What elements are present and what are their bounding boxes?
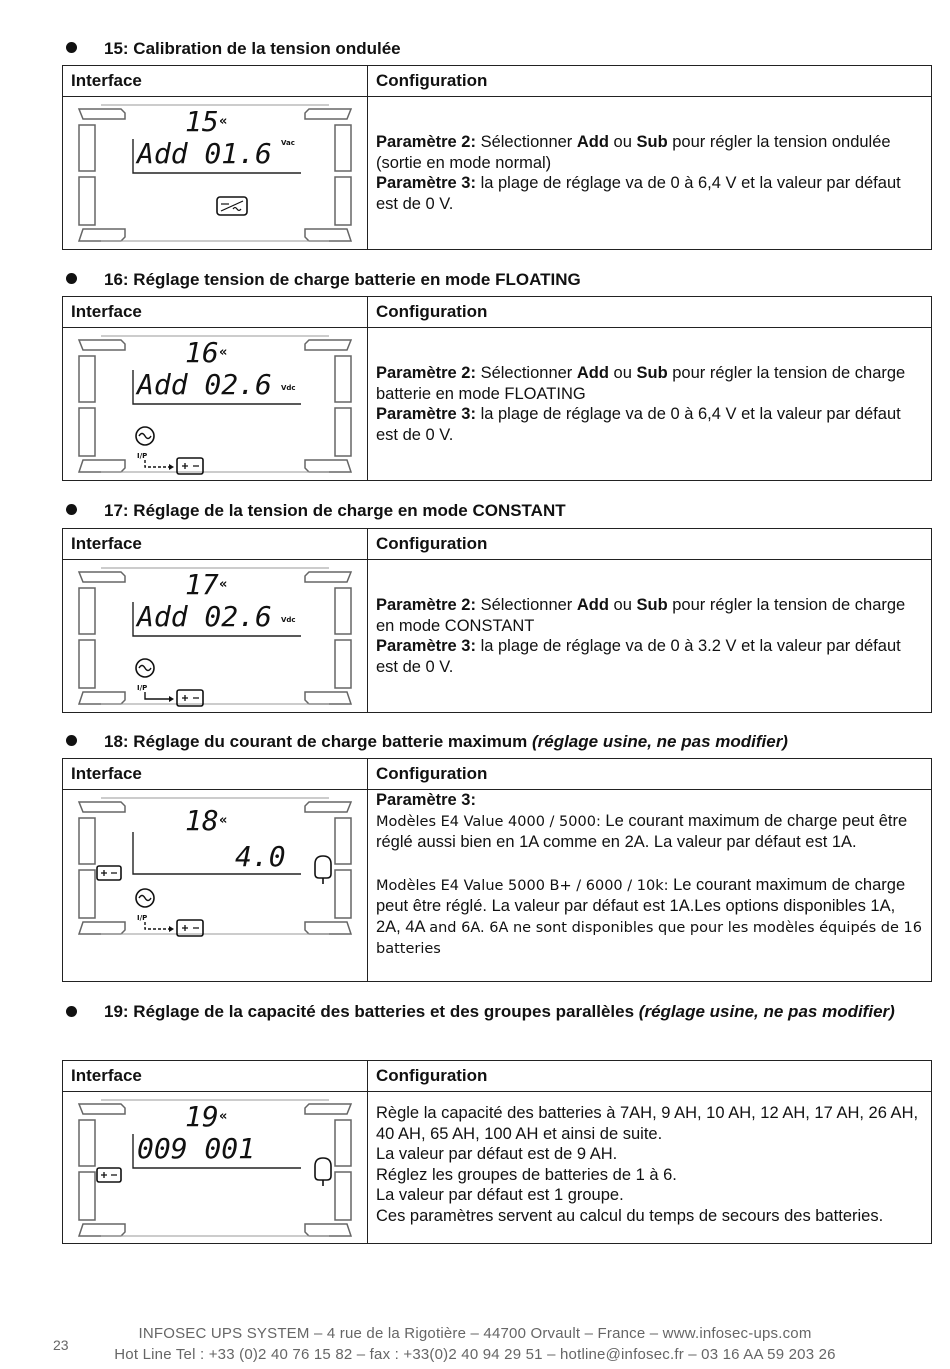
- ac-input-icon: [136, 427, 154, 445]
- lcd-display: [73, 564, 357, 708]
- bullet: [66, 1006, 77, 1017]
- section-17: [62, 500, 932, 712]
- ac-input-icon: [136, 889, 154, 907]
- load-icon: [315, 1158, 331, 1186]
- header-configuration: Configuration: [376, 764, 488, 783]
- section-title: 16: Réglage tension de charge batterie en mode FLOATING: [104, 270, 581, 289]
- ac-input-icon: [136, 659, 154, 677]
- section-19: [62, 996, 932, 1246]
- load-icon: [315, 856, 331, 884]
- header-configuration: Configuration: [376, 71, 488, 90]
- config-line: La valeur par défaut est de 9 AH.: [376, 1145, 618, 1163]
- svg-text:«: «: [219, 813, 228, 828]
- lcd-value: 4.0: [235, 840, 286, 873]
- table-header: [63, 297, 931, 328]
- settings-table: [62, 758, 932, 982]
- configuration-text: Paramètre 3: Modèles E4 Value 4000 / 5000: Le courant maximum de charge peut être réglé aussi bien en 1A comme en 2A. La valeur par défaut est 1A. Modèles E4 Value 5000 B+ / 6000 / 10k: Le courant maximum de charge peut être réglé. La valeur par défaut est 1A.Les options disponibles 1A, 2A, 4A and 6A. 6A ne sont disponibles que pour les modèles équipés de 16 batteries: [376, 791, 922, 957]
- table-header: [63, 759, 931, 790]
- lcd-display: [73, 332, 357, 476]
- lcd-unit: Vdc: [281, 616, 296, 624]
- section-title: 17: Réglage de la tension de charge en mode CONSTANT: [104, 501, 566, 520]
- ip-label: I/P: [137, 452, 148, 460]
- settings-table: [62, 528, 932, 713]
- table-row: [63, 790, 931, 980]
- config-line: Ces paramètres servent au calcul du temps de secours des batteries.: [376, 1206, 884, 1225]
- section-18: [62, 731, 932, 983]
- footer-line-1: INFOSEC UPS SYSTEM – 4 rue de la Rigotière – 44700 Orvault – France – www.infosec-ups.com: [138, 1325, 812, 1342]
- footer-line-2: Hot Line Tel : +33 (0)2 40 76 15 82 – fax : +33(0)2 40 94 29 51 – hotline@infosec.fr – 03 16 AA 59 203 26: [114, 1346, 836, 1363]
- lcd-value: 009 001: [137, 1132, 256, 1165]
- table-row: [63, 560, 931, 710]
- settings-table: [62, 65, 932, 250]
- section-title: 18: Réglage du courant de charge batterie maximum (réglage usine, ne pas modifier): [104, 732, 788, 751]
- lcd-display: [73, 101, 357, 245]
- bullet: [66, 735, 77, 746]
- config-line: Réglez les groupes de batteries de 1 à 6.: [376, 1165, 677, 1184]
- bullet: [66, 273, 77, 284]
- lcd-value: Add 02.6: [137, 600, 272, 633]
- table-row: [63, 328, 931, 478]
- header-interface: Interface: [71, 71, 142, 90]
- svg-text:«: «: [219, 114, 228, 129]
- svg-text:«: «: [219, 1109, 228, 1124]
- lcd-display: [73, 1096, 357, 1240]
- configuration-text: Paramètre 2: Sélectionner Add ou Sub pour régler la tension de charge en mode CONSTANT Paramètre 3: la plage de réglage va de 0 à 3.2 V et la valeur par défaut est de 0 V.: [376, 596, 906, 676]
- table-header: [63, 529, 931, 560]
- lcd-unit: Vdc: [281, 384, 296, 392]
- settings-table: [62, 296, 932, 481]
- lcd-value: Add 02.6: [137, 368, 272, 401]
- config-line: La valeur par défaut est 1 groupe.: [376, 1186, 624, 1204]
- bullet: [66, 504, 77, 515]
- lcd-value: Add 01.6: [137, 137, 272, 170]
- inverter-icon: [217, 197, 247, 215]
- section-title: 15: Calibration de la tension ondulée: [104, 39, 401, 58]
- lcd-unit: Vac: [281, 139, 295, 147]
- table-header: [63, 1061, 931, 1092]
- section-15: [62, 38, 932, 250]
- header-configuration: Configuration: [376, 302, 488, 321]
- configuration-text: Paramètre 2: Sélectionner Add ou Sub pour régler la tension de charge batterie en mode FLOATING Paramètre 3: la plage de réglage va de 0 à 6,4 V et la valeur par défaut est de 0 V.: [376, 364, 906, 444]
- page-number: 23: [53, 1337, 69, 1353]
- bullet: [66, 42, 77, 53]
- lcd-code: 19: [185, 1100, 219, 1133]
- lcd-code: 18: [185, 804, 219, 837]
- table-row: [63, 97, 931, 247]
- lcd-code: 17: [185, 568, 219, 601]
- config-line: Règle la capacité des batteries à 7AH, 9 AH, 10 AH, 12 AH, 17 AH, 26 AH, 40 AH, 65 AH, 100 AH et ainsi de suite.: [376, 1104, 919, 1143]
- lcd-display: [73, 794, 357, 938]
- header-interface: Interface: [71, 764, 142, 783]
- battery-icon: [97, 1168, 121, 1182]
- header-configuration: Configuration: [376, 534, 488, 553]
- section-title: 19: Réglage de la capacité des batteries et des groupes parallèles (réglage usine, ne pas modifier): [104, 1002, 895, 1021]
- ip-label: I/P: [137, 914, 148, 922]
- header-interface: Interface: [71, 302, 142, 321]
- ip-label: I/P: [137, 684, 148, 692]
- lcd-code: 15: [185, 105, 219, 138]
- svg-text:«: «: [219, 577, 228, 592]
- battery-icon: [97, 866, 121, 880]
- header-interface: Interface: [71, 534, 142, 553]
- header-configuration: Configuration: [376, 1066, 488, 1085]
- section-16: [62, 269, 932, 481]
- header-interface: Interface: [71, 1066, 142, 1085]
- settings-table: [62, 1060, 932, 1244]
- configuration-text: Paramètre 2: Sélectionner Add ou Sub pour régler la tension ondulée (sortie en mode normal) Paramètre 3: la plage de réglage va de 0 à 6,4 V et la valeur par défaut est de 0 V.: [376, 133, 901, 213]
- table-row: [63, 1092, 931, 1242]
- configuration-text: [376, 1103, 924, 1226]
- svg-text:«: «: [219, 345, 228, 360]
- lcd-code: 16: [185, 336, 219, 369]
- table-header: [63, 66, 931, 97]
